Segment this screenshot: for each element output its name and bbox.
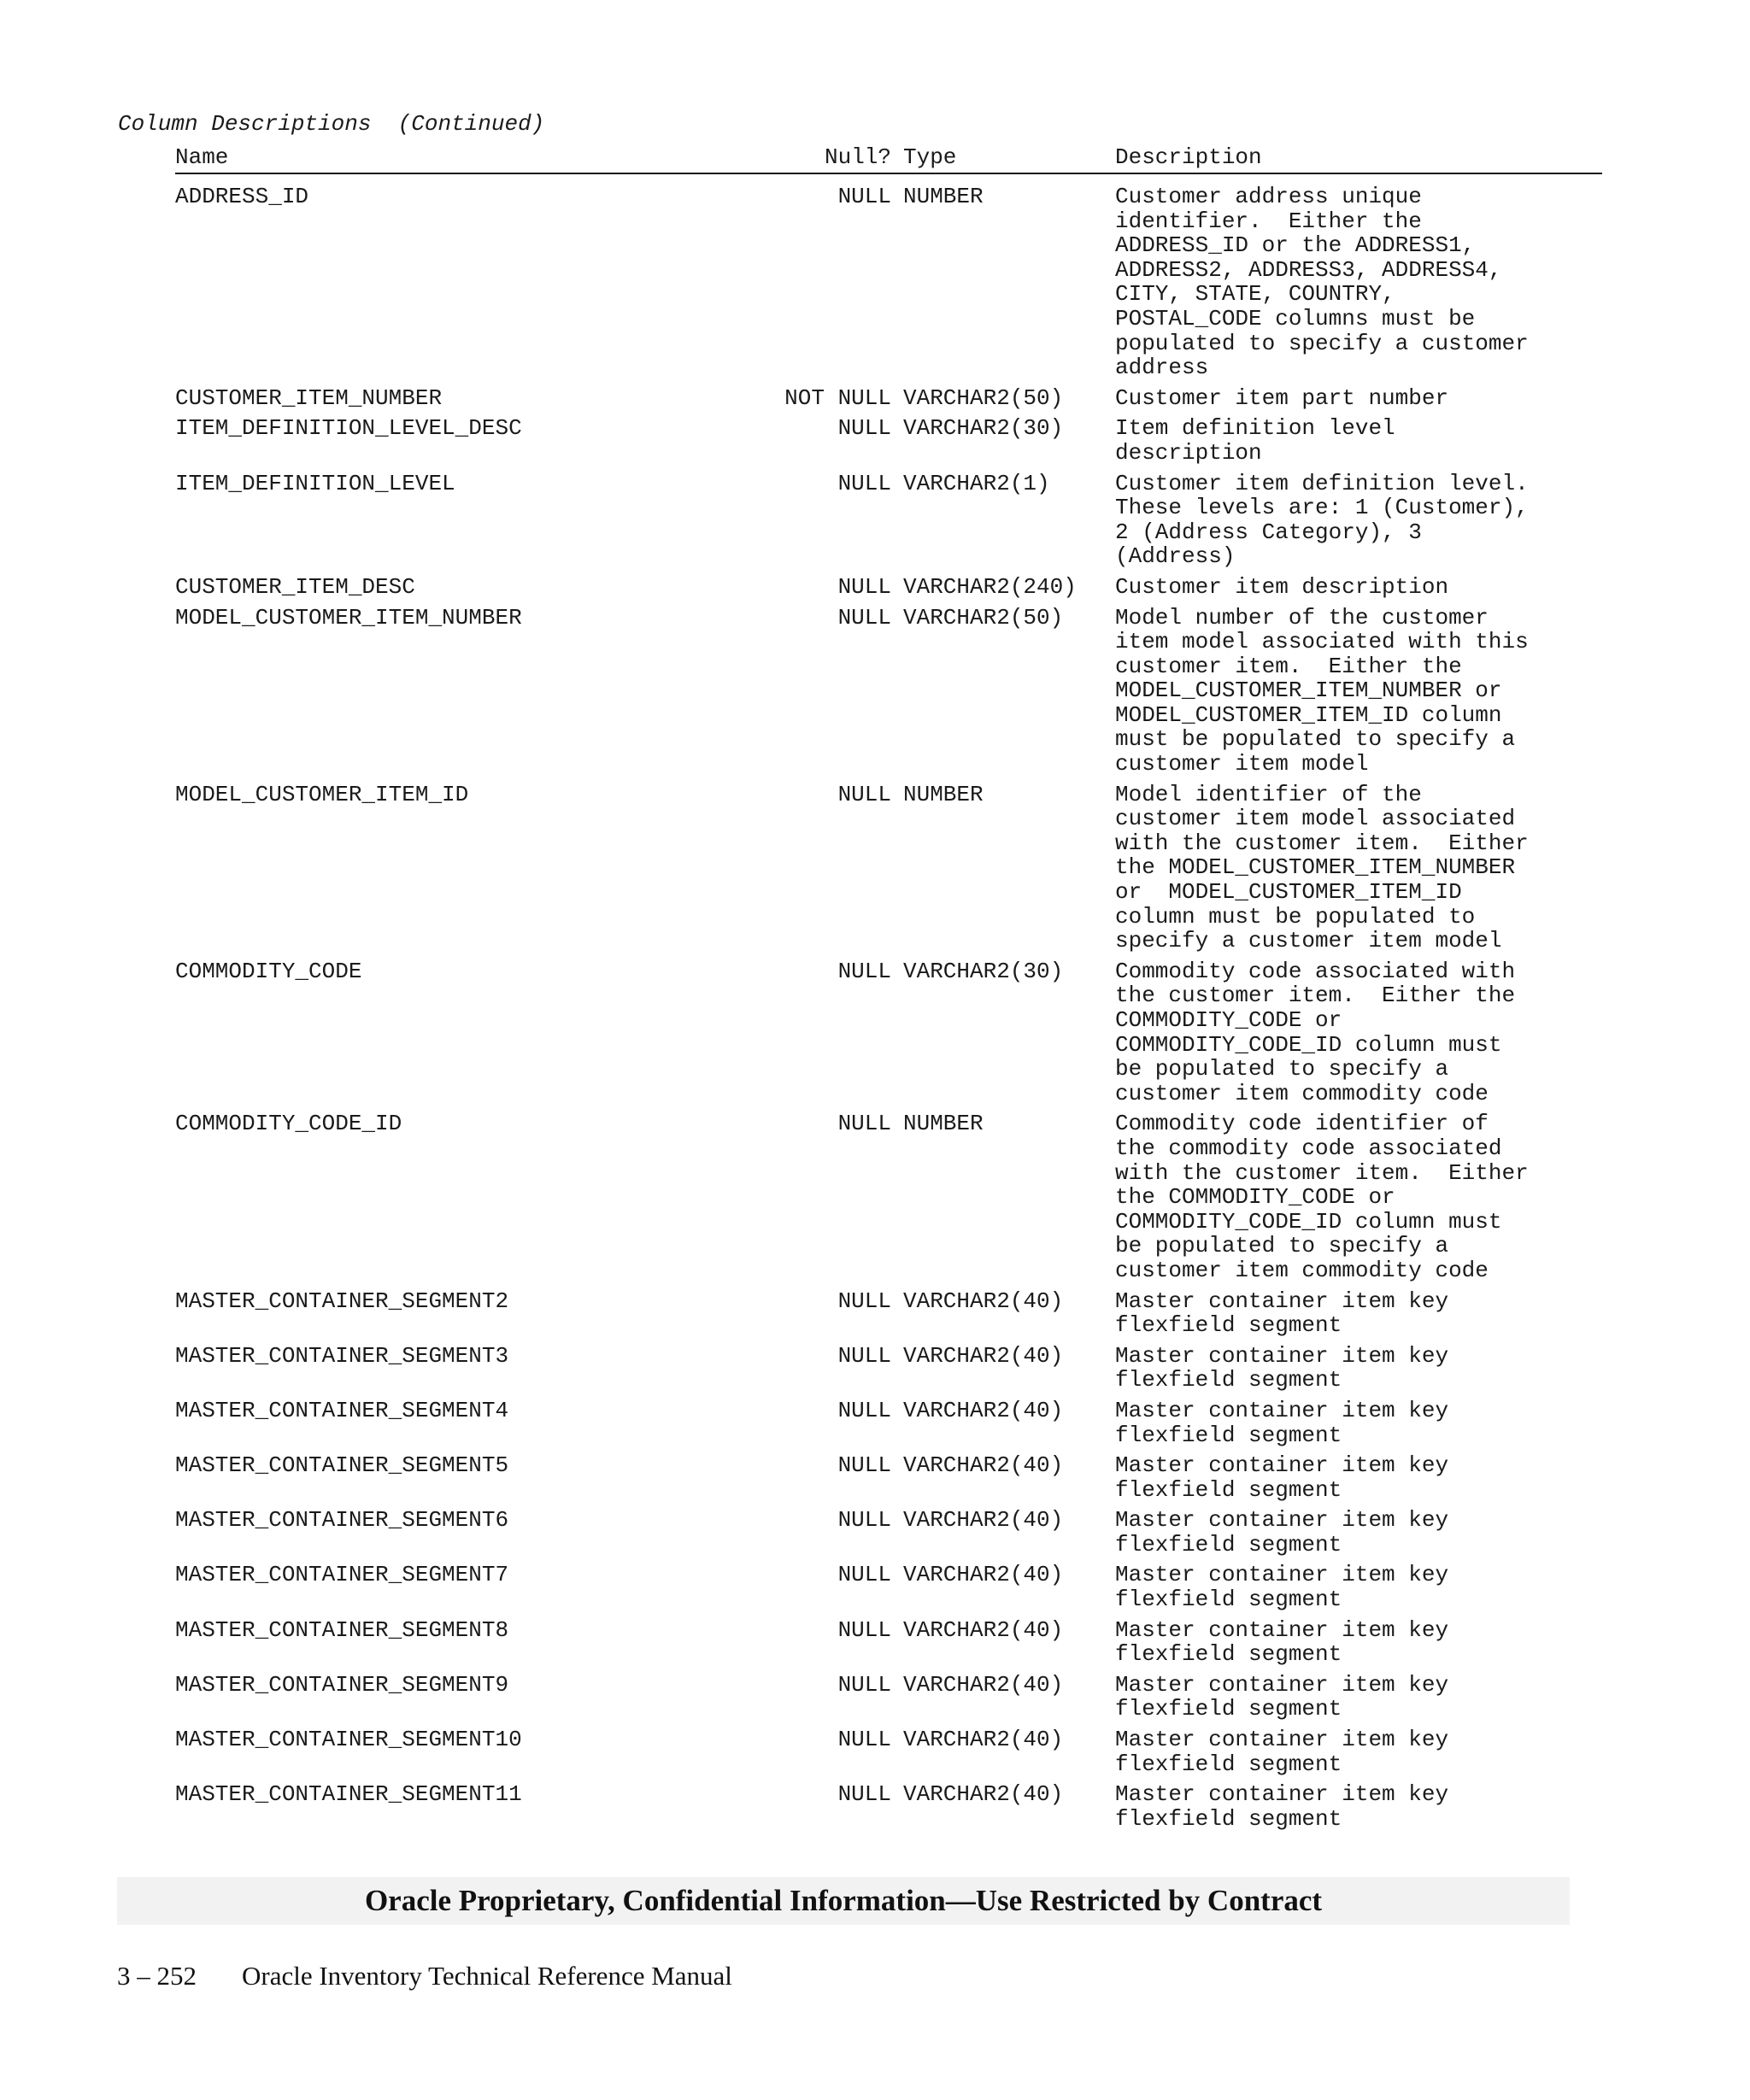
header-null: Null? — [824, 144, 891, 170]
table-row — [175, 1112, 1602, 1282]
column-name: MASTER_CONTAINER_SEGMENT6 — [175, 1507, 509, 1534]
column-type: VARCHAR2(40) — [903, 1452, 1064, 1479]
column-description: Master container item key flexfield segment — [1115, 1507, 1449, 1557]
table-row — [175, 606, 1602, 777]
header-type: Type — [903, 144, 957, 170]
table-row — [175, 386, 1602, 411]
column-type: VARCHAR2(1) — [903, 470, 1050, 496]
column-name: MASTER_CONTAINER_SEGMENT7 — [175, 1562, 509, 1588]
column-null: NULL — [837, 415, 891, 442]
column-description: Master container item key flexfield segment — [1115, 1288, 1449, 1339]
column-type: NUMBER — [903, 781, 984, 807]
column-type: VARCHAR2(40) — [903, 1562, 1064, 1588]
column-name: ITEM_DEFINITION_LEVEL_DESC — [175, 415, 522, 442]
column-null: NULL — [837, 1781, 891, 1808]
column-null: NULL — [837, 1727, 891, 1753]
manual-title: Oracle Inventory Technical Reference Manual — [242, 1961, 732, 1991]
column-name: MASTER_CONTAINER_SEGMENT4 — [175, 1397, 509, 1423]
column-description: Customer address unique identifier. Either the ADDRESS_ID or the ADDRESS1, ADDRESS2, ADDRESS3, ADDRESS4, CITY, STATE, COUNTRY, POSTAL_CODE columns must be populated to specify a customer address — [1115, 184, 1529, 381]
table-row — [175, 1344, 1602, 1393]
column-description: Master container item key flexfield segment — [1115, 1342, 1449, 1393]
table-row — [175, 1782, 1602, 1831]
column-null: NULL — [837, 470, 891, 496]
table-row — [175, 1453, 1602, 1502]
column-name: MASTER_CONTAINER_SEGMENT9 — [175, 1671, 509, 1698]
table-row — [175, 185, 1602, 380]
column-name: MASTER_CONTAINER_SEGMENT3 — [175, 1342, 509, 1369]
column-name: MASTER_CONTAINER_SEGMENT8 — [175, 1616, 509, 1643]
column-null: NULL — [837, 1452, 891, 1479]
column-null: NULL — [837, 781, 891, 807]
column-description: Item definition level description — [1115, 415, 1395, 466]
column-description: Customer item part number — [1115, 384, 1449, 411]
column-null: NULL — [837, 1616, 891, 1643]
table-body — [175, 185, 1602, 1837]
column-null: NOT NULL — [784, 384, 891, 411]
column-type: VARCHAR2(240) — [903, 573, 1077, 600]
table-header — [175, 145, 1602, 174]
column-description: Commodity code identifier of the commodity code associated with the customer item. Either the COMMODITY_CODE or COMMODITY_CODE_ID column must be populated to specify a customer item commodity code — [1115, 1111, 1529, 1283]
table-row — [175, 783, 1602, 953]
column-description: Master container item key flexfield segment — [1115, 1452, 1449, 1503]
header-name: Name — [175, 144, 229, 170]
column-type: VARCHAR2(40) — [903, 1397, 1064, 1423]
column-type: VARCHAR2(40) — [903, 1616, 1064, 1643]
column-name: MODEL_CUSTOMER_ITEM_NUMBER — [175, 604, 522, 631]
page-number: 3 – 252 — [117, 1961, 197, 1991]
table-row — [175, 1728, 1602, 1776]
column-name: MASTER_CONTAINER_SEGMENT2 — [175, 1288, 509, 1314]
table-row — [175, 1399, 1602, 1447]
column-type: VARCHAR2(40) — [903, 1342, 1064, 1369]
table-row — [175, 472, 1602, 569]
column-name: MASTER_CONTAINER_SEGMENT11 — [175, 1781, 522, 1808]
column-type: VARCHAR2(40) — [903, 1288, 1064, 1314]
table-row — [175, 1289, 1602, 1338]
column-type: VARCHAR2(50) — [903, 384, 1064, 411]
column-type: VARCHAR2(30) — [903, 958, 1064, 984]
column-name: MASTER_CONTAINER_SEGMENT10 — [175, 1727, 522, 1753]
column-description: Master container item key flexfield segment — [1115, 1397, 1449, 1448]
column-name: MODEL_CUSTOMER_ITEM_ID — [175, 781, 469, 807]
table-caption: Column Descriptions (Continued) — [118, 111, 545, 137]
column-description: Customer item description — [1115, 573, 1449, 600]
column-description: Master container item key flexfield segment — [1115, 1727, 1449, 1777]
column-name: CUSTOMER_ITEM_NUMBER — [175, 384, 443, 411]
column-type: VARCHAR2(30) — [903, 415, 1064, 442]
column-null: NULL — [837, 1671, 891, 1698]
column-name: COMMODITY_CODE_ID — [175, 1111, 402, 1137]
table-row — [175, 1618, 1602, 1667]
column-null: NULL — [837, 573, 891, 600]
column-null: NULL — [837, 604, 891, 631]
column-description: Commodity code associated with the customer item. Either the COMMODITY_CODE or COMMODITY_CODE_ID column must be populated to specify a customer item commodity code — [1115, 958, 1516, 1106]
column-description: Model identifier of the customer item model associated with the customer item. Either the MODEL_CUSTOMER_ITEM_NUMBER or MODEL_CUSTOMER_ITEM_ID column must be populated to specify a customer item model — [1115, 781, 1529, 954]
column-type: VARCHAR2(50) — [903, 604, 1064, 631]
column-name: ADDRESS_ID — [175, 184, 309, 209]
column-type: VARCHAR2(40) — [903, 1671, 1064, 1698]
column-type: VARCHAR2(40) — [903, 1507, 1064, 1534]
column-null: NULL — [837, 184, 891, 209]
column-description: Master container item key flexfield segment — [1115, 1781, 1449, 1832]
column-description: Master container item key flexfield segment — [1115, 1616, 1449, 1668]
column-description: Master container item key flexfield segment — [1115, 1562, 1449, 1613]
table-row — [175, 1563, 1602, 1611]
page-footer — [117, 1961, 732, 1991]
table-row — [175, 575, 1602, 600]
column-null: NULL — [837, 1562, 891, 1588]
column-null: NULL — [837, 1288, 891, 1314]
column-null: NULL — [837, 958, 891, 984]
column-name: MASTER_CONTAINER_SEGMENT5 — [175, 1452, 509, 1479]
column-type: NUMBER — [903, 1111, 984, 1137]
table-row — [175, 1508, 1602, 1557]
table-row — [175, 416, 1602, 465]
column-description: Model number of the customer item model associated with this customer item. Either the MODEL_CUSTOMER_ITEM_NUMBER or MODEL_CUSTOMER_ITEM_ID column must be populated to specify a customer item model — [1115, 604, 1529, 777]
table-row — [175, 959, 1602, 1106]
column-type: VARCHAR2(40) — [903, 1727, 1064, 1753]
column-null: NULL — [837, 1342, 891, 1369]
column-name: CUSTOMER_ITEM_DESC — [175, 573, 415, 600]
column-null: NULL — [837, 1507, 891, 1534]
header-description: Description — [1115, 144, 1262, 170]
column-type: NUMBER — [903, 184, 984, 209]
column-description: Master container item key flexfield segment — [1115, 1671, 1449, 1722]
column-type: VARCHAR2(40) — [903, 1781, 1064, 1808]
table-row — [175, 1673, 1602, 1722]
confidentiality-banner: Oracle Proprietary, Confidential Information––Use Restricted by Contract — [117, 1877, 1570, 1925]
column-name: COMMODITY_CODE — [175, 958, 362, 984]
column-null: NULL — [837, 1111, 891, 1137]
column-description: Customer item definition level. These levels are: 1 (Customer), 2 (Address Category), 3 (Address) — [1115, 470, 1529, 570]
column-null: NULL — [837, 1397, 891, 1423]
column-name: ITEM_DEFINITION_LEVEL — [175, 470, 455, 496]
